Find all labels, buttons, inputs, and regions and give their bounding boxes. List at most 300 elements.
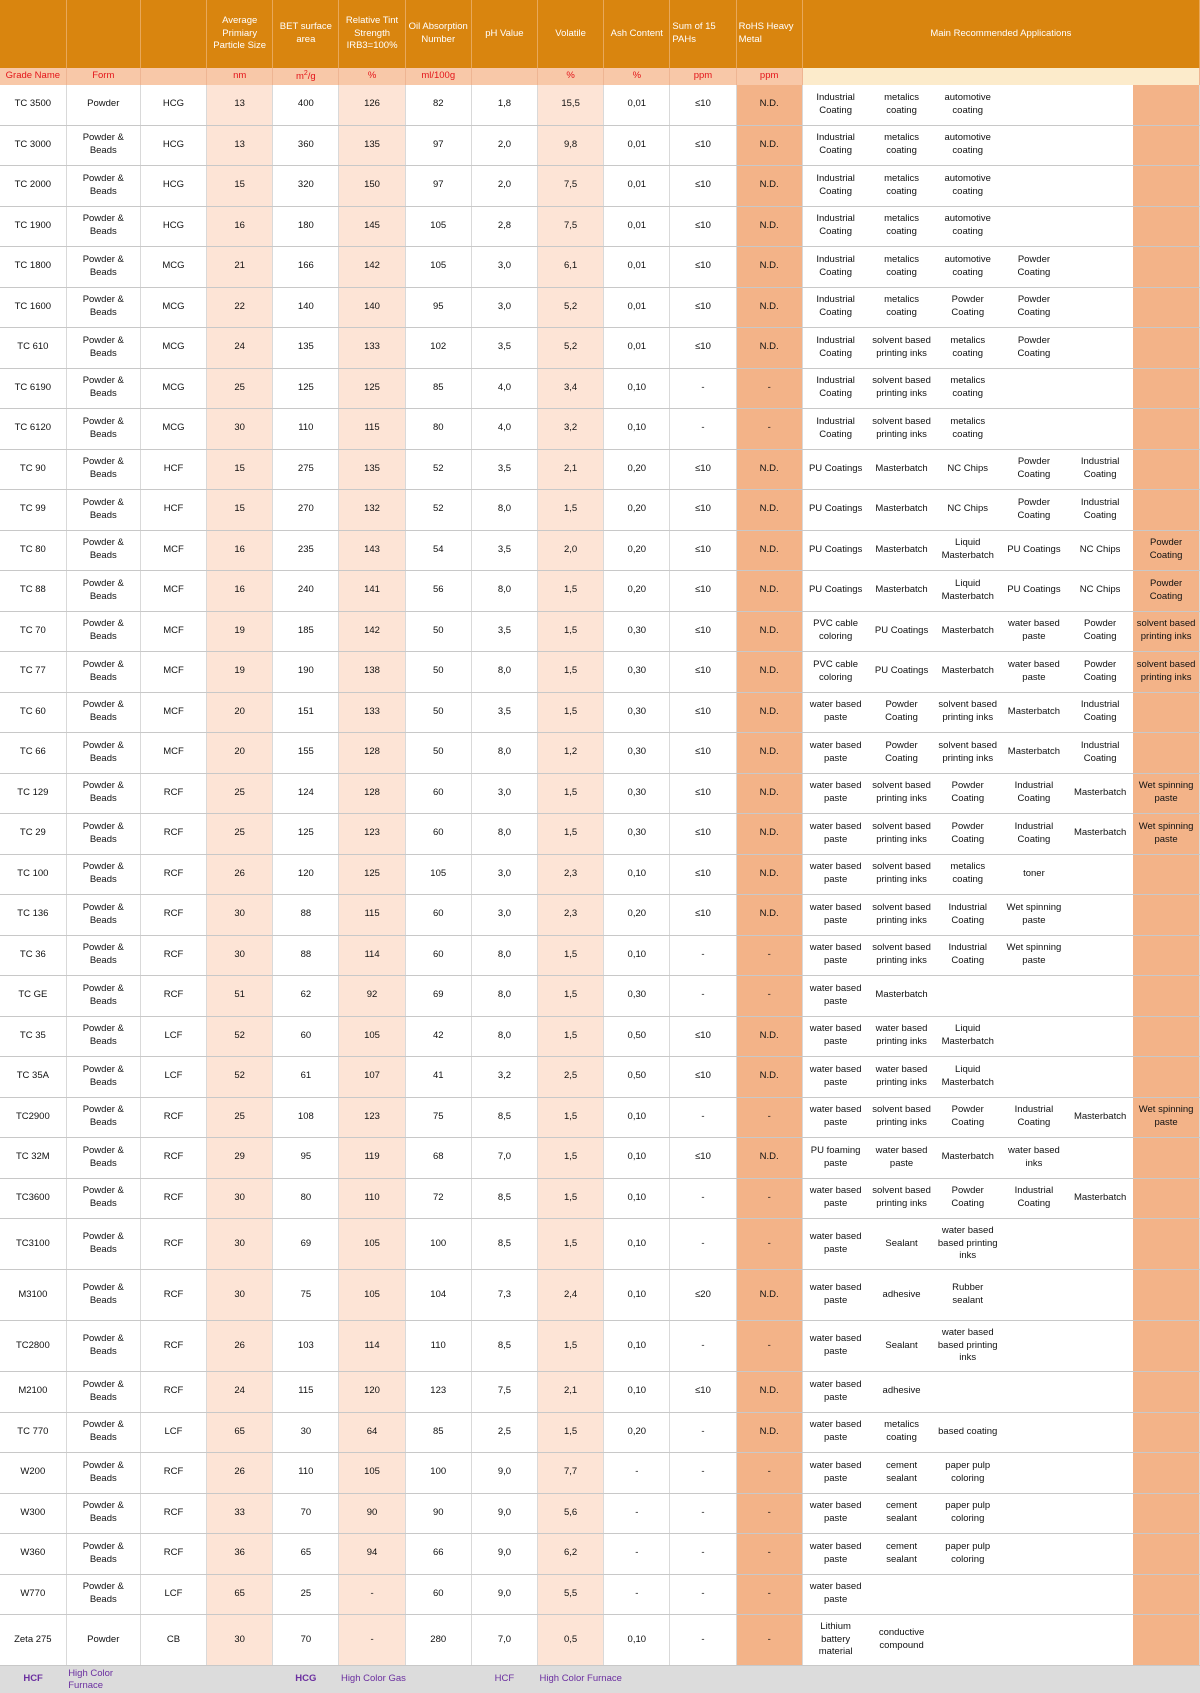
application-cell: water based based printing inks xyxy=(935,1321,1001,1372)
application-cell: metalics coating xyxy=(935,328,1001,369)
rohs-cell: N.D. xyxy=(736,895,802,936)
particle-size-cell: 20 xyxy=(207,692,273,733)
rohs-cell: - xyxy=(736,976,802,1017)
application-cell: solvent based printing inks xyxy=(868,1178,934,1219)
application-cell: Industrial Coating xyxy=(802,409,868,450)
application-cell: metalics coating xyxy=(868,166,934,207)
application-cell xyxy=(935,1372,1001,1413)
type-cell: RCF xyxy=(140,1178,206,1219)
bet-area-cell: 180 xyxy=(273,206,339,247)
application-cell xyxy=(1133,1178,1199,1219)
form-cell: Powder & Beads xyxy=(66,854,140,895)
tint-strength-cell: - xyxy=(339,1615,405,1666)
application-cell: water based paste xyxy=(802,733,868,774)
ph-value-cell: 8,0 xyxy=(471,490,537,531)
tint-strength-cell: 142 xyxy=(339,611,405,652)
type-cell: MCG xyxy=(140,247,206,288)
table-row xyxy=(0,409,1200,450)
ash-content-cell: 0,30 xyxy=(604,611,670,652)
oil-absorption-cell: 75 xyxy=(405,1097,471,1138)
application-cell: paper pulp coloring xyxy=(935,1534,1001,1575)
volatile-cell: 2,3 xyxy=(538,854,604,895)
bet-area-cell: 60 xyxy=(273,1016,339,1057)
application-cell: water based paste xyxy=(802,1534,868,1575)
form-cell: Powder & Beads xyxy=(66,733,140,774)
type-cell: CB xyxy=(140,1615,206,1666)
pahs-cell: ≤10 xyxy=(670,895,736,936)
volatile-cell: 5,2 xyxy=(538,287,604,328)
type-cell: RCF xyxy=(140,976,206,1017)
application-cell: Industrial Coating xyxy=(1067,449,1133,490)
application-cell: Liquid Masterbatch xyxy=(935,1016,1001,1057)
grade-name-cell: TC 60 xyxy=(0,692,66,733)
form-cell: Powder & Beads xyxy=(66,166,140,207)
table-row xyxy=(0,1493,1200,1534)
application-cell: NC Chips xyxy=(935,490,1001,531)
form-cell: Powder & Beads xyxy=(66,652,140,693)
header-pahs: Sum of 15 PAHs xyxy=(670,0,736,68)
particle-size-cell: 30 xyxy=(207,1270,273,1321)
volatile-cell: 7,5 xyxy=(538,166,604,207)
tint-strength-cell: 105 xyxy=(339,1219,405,1270)
tint-strength-cell: 141 xyxy=(339,571,405,612)
tint-strength-cell: 123 xyxy=(339,1097,405,1138)
header-tint: Relative Tint Strength IRB3=100% xyxy=(339,0,405,68)
volatile-cell: 1,5 xyxy=(538,1178,604,1219)
ph-value-cell: 2,5 xyxy=(471,1412,537,1453)
ash-content-cell: 0,30 xyxy=(604,773,670,814)
oil-absorption-cell: 69 xyxy=(405,976,471,1017)
grade-name-cell: TC 1600 xyxy=(0,287,66,328)
unit-grade-name: Grade Name xyxy=(0,68,66,85)
application-cell xyxy=(1067,1412,1133,1453)
application-cell xyxy=(1001,125,1067,166)
particle-size-cell: 30 xyxy=(207,409,273,450)
application-cell: Powder Coating xyxy=(868,692,934,733)
rohs-cell: N.D. xyxy=(736,206,802,247)
volatile-cell: 7,5 xyxy=(538,206,604,247)
application-cell: water based paste xyxy=(802,692,868,733)
bet-area-cell: 61 xyxy=(273,1057,339,1098)
application-cell: Masterbatch xyxy=(868,530,934,571)
ph-value-cell: 3,0 xyxy=(471,287,537,328)
application-cell: Powder Coating xyxy=(1001,247,1067,288)
particle-size-cell: 30 xyxy=(207,935,273,976)
ph-value-cell: 7,3 xyxy=(471,1270,537,1321)
ph-value-cell: 4,0 xyxy=(471,368,537,409)
ash-content-cell: 0,10 xyxy=(604,1138,670,1179)
application-cell xyxy=(1067,1493,1133,1534)
application-cell xyxy=(1001,368,1067,409)
rohs-cell: N.D. xyxy=(736,814,802,855)
application-cell: Powder Coating xyxy=(1001,328,1067,369)
volatile-cell: 1,5 xyxy=(538,1016,604,1057)
bet-area-cell: 320 xyxy=(273,166,339,207)
application-cell: water based inks xyxy=(1001,1138,1067,1179)
rohs-cell: N.D. xyxy=(736,530,802,571)
oil-absorption-cell: 50 xyxy=(405,733,471,774)
form-cell: Powder & Beads xyxy=(66,247,140,288)
application-cell: toner xyxy=(1001,854,1067,895)
ph-value-cell: 8,0 xyxy=(471,935,537,976)
application-cell: Masterbatch xyxy=(868,976,934,1017)
form-cell: Powder & Beads xyxy=(66,1412,140,1453)
type-cell: HCG xyxy=(140,166,206,207)
volatile-cell: 1,5 xyxy=(538,814,604,855)
type-cell: MCG xyxy=(140,328,206,369)
rohs-cell: N.D. xyxy=(736,247,802,288)
table-row xyxy=(0,490,1200,531)
application-cell xyxy=(1133,85,1199,125)
application-cell: Powder Coating xyxy=(935,1097,1001,1138)
grade-name-cell: TC 129 xyxy=(0,773,66,814)
tint-strength-cell: 120 xyxy=(339,1372,405,1413)
application-cell: water based paste xyxy=(802,1219,868,1270)
volatile-cell: 6,2 xyxy=(538,1534,604,1575)
rohs-cell: N.D. xyxy=(736,287,802,328)
application-cell: Rubber sealant xyxy=(935,1270,1001,1321)
grade-name-cell: TC 90 xyxy=(0,449,66,490)
header-ph: pH Value xyxy=(471,0,537,68)
ash-content-cell: - xyxy=(604,1574,670,1615)
ash-content-cell: 0,01 xyxy=(604,328,670,369)
application-cell: Powder Coating xyxy=(1001,449,1067,490)
application-cell: Masterbatch xyxy=(1067,814,1133,855)
type-cell: RCF xyxy=(140,1138,206,1179)
application-cell: Wet spinning paste xyxy=(1133,1097,1199,1138)
type-cell: LCF xyxy=(140,1412,206,1453)
application-cell: automotive coating xyxy=(935,206,1001,247)
application-cell: Powder Coating xyxy=(1001,287,1067,328)
application-cell: Industrial Coating xyxy=(802,287,868,328)
rohs-cell: - xyxy=(736,1178,802,1219)
application-cell: paper pulp coloring xyxy=(935,1493,1001,1534)
tint-strength-cell: 140 xyxy=(339,287,405,328)
application-cell xyxy=(1001,1270,1067,1321)
oil-absorption-cell: 50 xyxy=(405,611,471,652)
form-cell: Powder & Beads xyxy=(66,976,140,1017)
oil-absorption-cell: 60 xyxy=(405,895,471,936)
application-cell: water based paste xyxy=(1001,652,1067,693)
units-row xyxy=(0,68,1200,85)
application-cell: water based paste xyxy=(802,1097,868,1138)
application-cell xyxy=(1133,449,1199,490)
pahs-cell: ≤10 xyxy=(670,530,736,571)
bet-area-cell: 125 xyxy=(273,814,339,855)
bet-area-cell: 135 xyxy=(273,328,339,369)
application-cell: water based paste xyxy=(802,1574,868,1615)
application-cell: Industrial Coating xyxy=(1001,814,1067,855)
ash-content-cell: - xyxy=(604,1453,670,1494)
application-cell: water based paste xyxy=(802,1493,868,1534)
grade-name-cell: TC 3000 xyxy=(0,125,66,166)
application-cell: Powder Coating xyxy=(935,814,1001,855)
particle-size-cell: 25 xyxy=(207,814,273,855)
volatile-cell: 3,2 xyxy=(538,409,604,450)
application-cell xyxy=(1001,166,1067,207)
volatile-cell: 2,1 xyxy=(538,449,604,490)
type-cell: MCF xyxy=(140,611,206,652)
form-cell: Powder & Beads xyxy=(66,935,140,976)
application-cell xyxy=(1133,1372,1199,1413)
volatile-cell: 6,1 xyxy=(538,247,604,288)
application-cell: Industrial Coating xyxy=(802,166,868,207)
application-cell: PU Coatings xyxy=(802,490,868,531)
bet-area-cell: 166 xyxy=(273,247,339,288)
application-cell: Wet spinning paste xyxy=(1133,773,1199,814)
application-cell: Sealant xyxy=(868,1321,934,1372)
application-cell xyxy=(1067,976,1133,1017)
type-cell: HCG xyxy=(140,125,206,166)
application-cell: solvent based printing inks xyxy=(935,733,1001,774)
type-cell: RCF xyxy=(140,1097,206,1138)
form-cell: Powder & Beads xyxy=(66,1057,140,1098)
application-cell: Industrial Coating xyxy=(935,895,1001,936)
particle-size-cell: 51 xyxy=(207,976,273,1017)
type-cell: MCG xyxy=(140,409,206,450)
bet-area-cell: 270 xyxy=(273,490,339,531)
pahs-cell: ≤10 xyxy=(670,1138,736,1179)
table-row xyxy=(0,571,1200,612)
rohs-cell: - xyxy=(736,1615,802,1666)
particle-size-cell: 25 xyxy=(207,1097,273,1138)
table-row xyxy=(0,814,1200,855)
type-cell: MCF xyxy=(140,530,206,571)
application-cell: water based paste xyxy=(802,976,868,1017)
type-cell: RCF xyxy=(140,773,206,814)
application-cell: cement sealant xyxy=(868,1534,934,1575)
volatile-cell: 1,5 xyxy=(538,571,604,612)
bet-area-cell: 110 xyxy=(273,409,339,450)
application-cell: automotive coating xyxy=(935,247,1001,288)
application-cell xyxy=(1067,125,1133,166)
application-cell xyxy=(1067,409,1133,450)
grade-name-cell: W770 xyxy=(0,1574,66,1615)
table-row xyxy=(0,976,1200,1017)
table-body xyxy=(0,85,1200,1666)
bet-area-cell: 400 xyxy=(273,85,339,125)
application-cell: Powder Coating xyxy=(935,1178,1001,1219)
legend-hcf-abbr: HCF xyxy=(0,1666,66,1693)
volatile-cell: 2,0 xyxy=(538,530,604,571)
bet-area-cell: 30 xyxy=(273,1412,339,1453)
ph-value-cell: 3,5 xyxy=(471,611,537,652)
application-cell: solvent based printing inks xyxy=(868,854,934,895)
bet-area-cell: 70 xyxy=(273,1615,339,1666)
application-cell: metalics coating xyxy=(935,368,1001,409)
particle-size-cell: 20 xyxy=(207,733,273,774)
volatile-cell: 2,5 xyxy=(538,1057,604,1098)
application-cell xyxy=(1001,1016,1067,1057)
particle-size-cell: 29 xyxy=(207,1138,273,1179)
grade-name-cell: W200 xyxy=(0,1453,66,1494)
rohs-cell: N.D. xyxy=(736,1372,802,1413)
application-cell: Masterbatch xyxy=(1067,1178,1133,1219)
tint-strength-cell: 114 xyxy=(339,935,405,976)
application-cell: water based paste xyxy=(802,1453,868,1494)
oil-absorption-cell: 66 xyxy=(405,1534,471,1575)
application-cell: Industrial Coating xyxy=(802,85,868,125)
ash-content-cell: 0,20 xyxy=(604,571,670,612)
pahs-cell: ≤10 xyxy=(670,854,736,895)
particle-size-cell: 26 xyxy=(207,1321,273,1372)
application-cell: PU Coatings xyxy=(1001,571,1067,612)
table-row xyxy=(0,1321,1200,1372)
grade-name-cell: TC 35 xyxy=(0,1016,66,1057)
ph-value-cell: 3,0 xyxy=(471,247,537,288)
ph-value-cell: 8,5 xyxy=(471,1321,537,1372)
application-cell xyxy=(1067,895,1133,936)
application-cell xyxy=(1133,409,1199,450)
rohs-cell: - xyxy=(736,409,802,450)
ph-value-cell: 8,0 xyxy=(471,652,537,693)
ash-content-cell: 0,10 xyxy=(604,935,670,976)
application-cell: water based paste xyxy=(868,1138,934,1179)
type-cell: MCF xyxy=(140,692,206,733)
application-cell: solvent based printing inks xyxy=(868,895,934,936)
application-cell xyxy=(868,1574,934,1615)
pahs-cell: - xyxy=(670,1412,736,1453)
application-cell: water based paste xyxy=(802,773,868,814)
pahs-cell: - xyxy=(670,1321,736,1372)
application-cell xyxy=(1001,1219,1067,1270)
application-cell: water based paste xyxy=(802,1016,868,1057)
application-cell xyxy=(1133,1534,1199,1575)
oil-absorption-cell: 42 xyxy=(405,1016,471,1057)
application-cell: adhesive xyxy=(868,1372,934,1413)
particle-size-cell: 13 xyxy=(207,125,273,166)
application-cell: Masterbatch xyxy=(935,611,1001,652)
application-cell xyxy=(1133,125,1199,166)
ph-value-cell: 3,5 xyxy=(471,328,537,369)
grade-name-cell: TC 88 xyxy=(0,571,66,612)
bet-area-cell: 190 xyxy=(273,652,339,693)
bet-area-cell: 103 xyxy=(273,1321,339,1372)
application-cell: automotive coating xyxy=(935,166,1001,207)
application-cell: Masterbatch xyxy=(1067,773,1133,814)
particle-size-cell: 26 xyxy=(207,1453,273,1494)
ph-value-cell: 3,2 xyxy=(471,1057,537,1098)
header-blank xyxy=(0,0,66,68)
header-bet: BET surface area xyxy=(273,0,339,68)
ash-content-cell: 0,10 xyxy=(604,1615,670,1666)
bet-area-cell: 151 xyxy=(273,692,339,733)
type-cell: RCF xyxy=(140,1534,206,1575)
volatile-cell: 1,5 xyxy=(538,611,604,652)
application-cell: Industrial Coating xyxy=(1067,733,1133,774)
bet-area-cell: 62 xyxy=(273,976,339,1017)
ash-content-cell: 0,10 xyxy=(604,1219,670,1270)
particle-size-cell: 16 xyxy=(207,571,273,612)
unit-ppm: ppm xyxy=(736,68,802,85)
application-cell xyxy=(1133,166,1199,207)
particle-size-cell: 15 xyxy=(207,490,273,531)
type-cell: RCF xyxy=(140,814,206,855)
oil-absorption-cell: 60 xyxy=(405,773,471,814)
oil-absorption-cell: 85 xyxy=(405,368,471,409)
grade-name-cell: TC 80 xyxy=(0,530,66,571)
application-cell xyxy=(1067,287,1133,328)
ash-content-cell: 0,20 xyxy=(604,449,670,490)
application-cell xyxy=(1133,287,1199,328)
form-cell: Powder xyxy=(66,1615,140,1666)
application-cell xyxy=(1067,1574,1133,1615)
application-cell: solvent based printing inks xyxy=(868,409,934,450)
bet-area-cell: 155 xyxy=(273,733,339,774)
volatile-cell: 5,5 xyxy=(538,1574,604,1615)
ph-value-cell: 8,0 xyxy=(471,814,537,855)
rohs-cell: - xyxy=(736,1493,802,1534)
rohs-cell: N.D. xyxy=(736,733,802,774)
application-cell: metalics coating xyxy=(868,1412,934,1453)
oil-absorption-cell: 123 xyxy=(405,1372,471,1413)
form-cell: Powder & Beads xyxy=(66,1016,140,1057)
particle-size-cell: 21 xyxy=(207,247,273,288)
volatile-cell: 1,2 xyxy=(538,733,604,774)
bet-area-cell: 70 xyxy=(273,1493,339,1534)
application-cell xyxy=(1001,976,1067,1017)
pahs-cell: ≤10 xyxy=(670,814,736,855)
tint-strength-cell: 107 xyxy=(339,1057,405,1098)
bet-area-cell: 65 xyxy=(273,1534,339,1575)
oil-absorption-cell: 52 xyxy=(405,449,471,490)
form-cell: Powder & Beads xyxy=(66,1138,140,1179)
table-row xyxy=(0,611,1200,652)
type-cell: MCG xyxy=(140,287,206,328)
application-cell: Wet spinning paste xyxy=(1133,814,1199,855)
rohs-cell: N.D. xyxy=(736,611,802,652)
application-cell xyxy=(1001,1493,1067,1534)
grade-name-cell: TC 6190 xyxy=(0,368,66,409)
application-cell xyxy=(1133,733,1199,774)
form-cell: Powder & Beads xyxy=(66,1097,140,1138)
application-cell: Masterbatch xyxy=(1001,692,1067,733)
application-cell xyxy=(1133,692,1199,733)
tint-strength-cell: 115 xyxy=(339,895,405,936)
application-cell: Masterbatch xyxy=(868,490,934,531)
application-cell: solvent based printing inks xyxy=(868,935,934,976)
application-cell: PU Coatings xyxy=(1001,530,1067,571)
pahs-cell: ≤10 xyxy=(670,287,736,328)
type-cell: RCF xyxy=(140,1453,206,1494)
tint-strength-cell: 123 xyxy=(339,814,405,855)
legend-hcg-abbr: HCG xyxy=(273,1666,339,1693)
oil-absorption-cell: 85 xyxy=(405,1412,471,1453)
application-cell xyxy=(1133,854,1199,895)
table-row xyxy=(0,652,1200,693)
rohs-cell: N.D. xyxy=(736,854,802,895)
form-cell: Powder & Beads xyxy=(66,287,140,328)
volatile-cell: 1,5 xyxy=(538,692,604,733)
form-cell: Powder & Beads xyxy=(66,611,140,652)
table-row xyxy=(0,1372,1200,1413)
type-cell: HCF xyxy=(140,490,206,531)
tint-strength-cell: 119 xyxy=(339,1138,405,1179)
volatile-cell: 9,8 xyxy=(538,125,604,166)
application-cell xyxy=(1133,328,1199,369)
application-cell xyxy=(1133,1574,1199,1615)
application-cell: Industrial Coating xyxy=(802,328,868,369)
header-blank xyxy=(140,0,206,68)
bet-area-cell: 88 xyxy=(273,895,339,936)
particle-size-cell: 52 xyxy=(207,1057,273,1098)
application-cell: Liquid Masterbatch xyxy=(935,1057,1001,1098)
application-cell xyxy=(1001,1453,1067,1494)
table-row xyxy=(0,1615,1200,1666)
rohs-cell: N.D. xyxy=(736,692,802,733)
table-row xyxy=(0,206,1200,247)
grade-name-cell: TC 77 xyxy=(0,652,66,693)
